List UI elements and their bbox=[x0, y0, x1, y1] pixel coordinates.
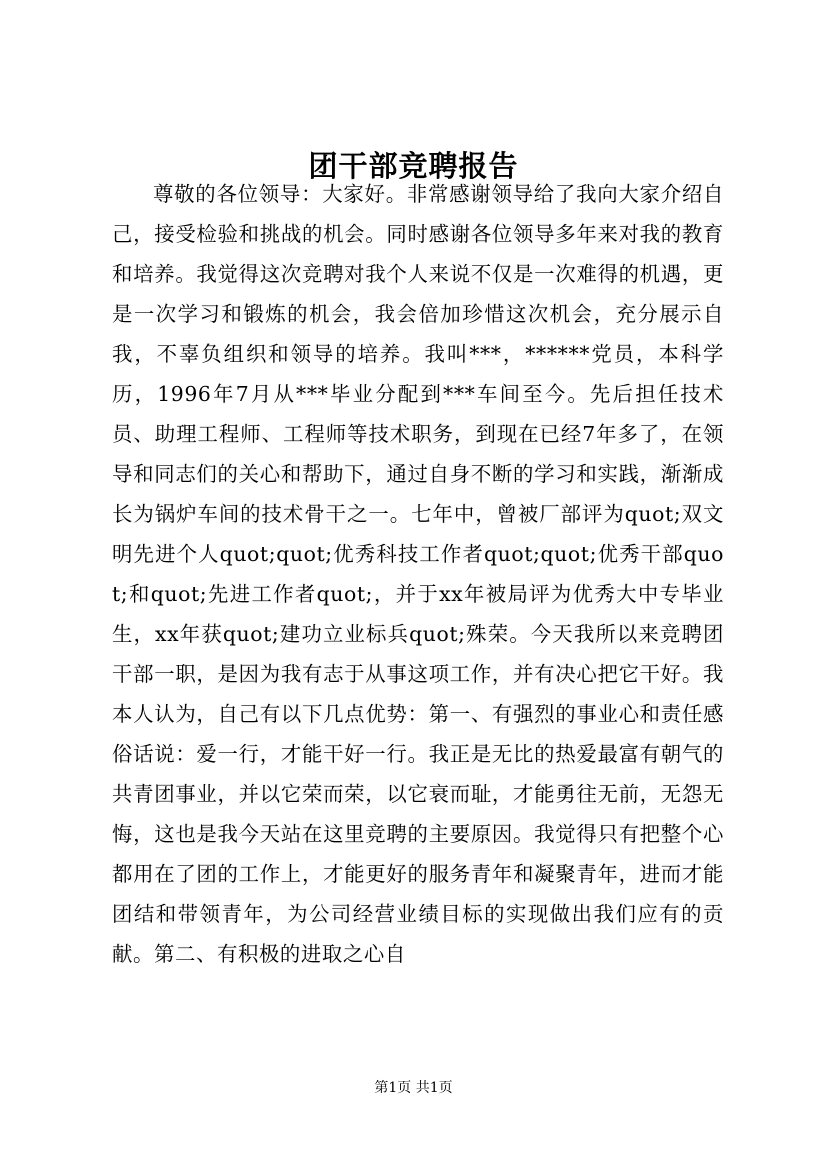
document-title: 团干部竞聘报告 bbox=[308, 149, 519, 183]
document-body-paragraph: 尊敬的各位领导：大家好。非常感谢领导给了我向大家介绍自己，接受检验和挑战的机会。同时感谢各位领导多年来对我的教育和培养。我觉得这次竞聘对我个人来说不仅是一次难得的机遇，更是一次学习和锻炼的机会，我会倍加珍惜这次机会，充分展示自我，不辜负组织和领导的培养。我叫***，******党员，本科学历，1996年7月从***毕业分配到***车间至今。先后担任技术员、助理工程师、工程师等技术职务，到现在已经7年多了，在领导和同志们的关心和帮助下，通过自身不断的学习和实践，渐渐成长为锅炉车间的技术骨干之一。七年中，曾被厂部评为quot;双文明先进个人quot;quot;优秀科技工作者quot;quot;优秀干部quot;和quot;先进工作者quot;，并于xx年被局评为优秀大中专毕业生，xx年获quot;建功立业标兵quot;殊荣。今天我所以来竞聘团干部一职，是因为我有志于从事这项工作，并有决心把它干好。我本人认为，自己有以下几点优势：第一、有强烈的事业心和责任感俗话说：爱一行，才能干好一行。我正是无比的热爱最富有朝气的共青团事业，并以它荣而荣，以它衰而耻，才能勇往无前，无怨无悔，这也是我今天站在这里竞聘的主要原因。我觉得只有把整个心都用在了团的工作上，才能更好的服务青年和凝聚青年，进而才能团结和带领青年，为公司经营业绩目标的实现做出我们应有的贡献。第二、有积极的进取之心自 bbox=[112, 182, 724, 966]
page-number-footer: 第1页 共1页 bbox=[374, 1080, 453, 1096]
